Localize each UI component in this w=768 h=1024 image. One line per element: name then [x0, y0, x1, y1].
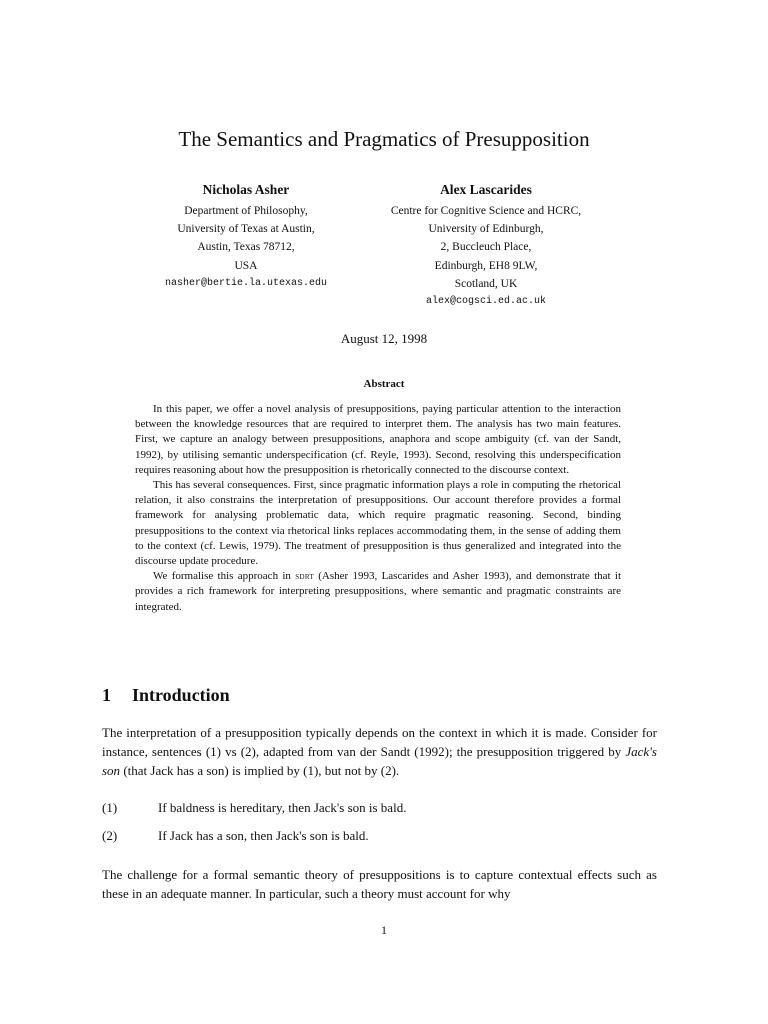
- author-affiliation-line: Department of Philosophy,: [184, 205, 308, 217]
- example-sentence: [102, 798, 657, 817]
- abstract-paragraph: In this paper, we offer a novel analysis of presuppositions, paying particular attention to the interaction between the knowledge resources that are required to interpret them. The analysis has two main features. First, we capture an analogy between presuppositions, anaphora and scope ambiguity (cf. van der Sandt, 1992), by utilising semantic underspecification (cf. Reyle, 1993). Second, resolving this underspecification requires reasoning about how the presupposition is rhetorically connected to the discourse context.: [135, 403, 621, 476]
- example-number: (2): [102, 828, 118, 843]
- author-affiliation-line: Austin, Texas 78712,: [197, 241, 295, 254]
- section-title: Introduction: [132, 685, 230, 705]
- author-affiliation-line: University of Texas at Austin,: [177, 223, 315, 236]
- abstract-text: (Asher 1993, Lascarides and Asher 1993), and demonstrate that it provides a rich framework for interpreting presuppositions, where semantic and pragmatic constraints are integrated.: [135, 570, 622, 613]
- author-affiliation-line: University of Edinburgh,: [428, 223, 544, 236]
- author-name: Alex Lascarides: [440, 182, 532, 197]
- intro-paragraph: The challenge for a formal semantic theory of presuppositions is to capture contextual effects such as these in an adequate manner. In particular, such a theory must account for why: [102, 867, 657, 901]
- abstract-paragraph: [135, 569, 621, 615]
- author-affiliation-line: USA: [234, 259, 258, 272]
- author-affiliation-line: 2, Buccleuch Place,: [440, 241, 532, 254]
- author-affiliation-line: Centre for Cognitive Science and HCRC,: [390, 205, 582, 217]
- intro-paragraph: [102, 723, 657, 780]
- abstract-text: We formalise this approach in: [153, 570, 296, 583]
- author-block-asher: [116, 180, 376, 293]
- paper-title: The Semantics and Pragmatics of Presupposition: [178, 127, 590, 151]
- paper-date: August 12, 1998: [340, 331, 428, 346]
- abstract-paragraph: This has several consequences. First, since pragmatic information plays a role in computing the rhetorical relation, it also constrains the interpretation of presuppositions. Our account therefore provides a formal framework for analysing problematic data, which require pragmatic reasoning. Second, binding presuppositions to the context via rhetorical links replaces accommodating them, in the sense of adding them to the context (cf. Lewis, 1979). The treatment of presupposition is thus generalized and integrated into the discourse update procedure.: [135, 479, 621, 568]
- page-number: 1: [381, 923, 387, 937]
- sdrt-term: sdrt: [295, 571, 314, 583]
- author-block-lascarides: [356, 180, 616, 311]
- example-text: If baldness is hereditary, then Jack's son is bald.: [158, 800, 407, 815]
- author-email: alex@cogsci.ed.ac.uk: [425, 296, 547, 308]
- body-text: The interpretation of a presupposition typically depends on the context in which it is made. Consider for instance, sentences (1) vs (2), adapted from van der Sandt (1992); the presupposition triggered by: [102, 725, 657, 759]
- author-email: nasher@bertie.la.utexas.edu: [164, 277, 328, 289]
- section-heading: [102, 683, 230, 707]
- author-affiliation-line: Edinburgh, EH8 9LW,: [434, 259, 538, 272]
- body-text: (that Jack has a son) is implied by (1), but not by (2).: [120, 763, 400, 778]
- section-number: 1: [102, 685, 111, 705]
- abstract-body: [135, 402, 621, 615]
- example-number: (1): [102, 800, 118, 815]
- example-sentence: [102, 826, 657, 845]
- abstract-heading: Abstract: [363, 378, 405, 390]
- emphasized-term: Jack's son: [102, 744, 657, 778]
- author-name: Nicholas Asher: [202, 182, 290, 197]
- author-affiliation-line: Scotland, UK: [454, 277, 518, 290]
- example-text: If Jack has a son, then Jack's son is bald.: [158, 828, 369, 843]
